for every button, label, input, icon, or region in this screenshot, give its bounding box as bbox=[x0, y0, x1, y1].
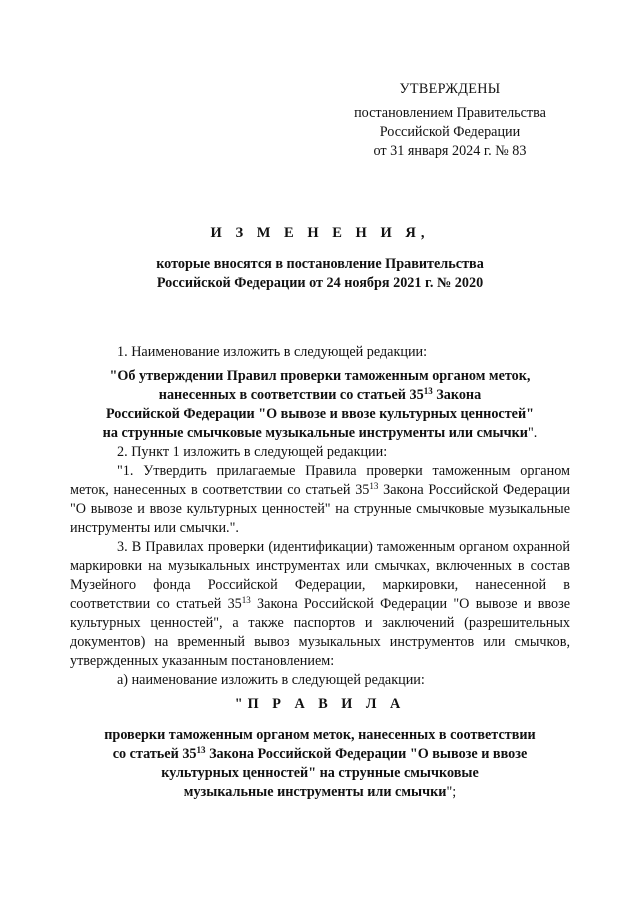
text-span: Закона Российской Федерации "О вывозе и ввозе bbox=[205, 746, 528, 762]
text-span: 3. В Правилах проверки (идентификации) таможенным органом охранной маркировки на музыкальных инструментах или смычках, включенных в состав Музейного фонда Российской Федерации, маркировки, нанесенной в соответствии со статьей 35 bbox=[70, 539, 570, 612]
quoted-line: Российской Федерации "О вывозе и ввозе культурных ценностей" bbox=[105, 406, 535, 422]
quoted-line bbox=[70, 424, 570, 443]
heading-subtitle: Российской Федерации от 24 ноября 2021 г. № 2020 bbox=[156, 275, 484, 291]
text-span: на струнные смычковые музыкальные инструменты или смычки bbox=[102, 425, 528, 441]
approval-title: УТВЕРЖДЕНЫ bbox=[399, 81, 501, 97]
quoted-line: "Об утверждении Правил проверки таможенным органом меток, bbox=[109, 368, 531, 384]
superscript: 13 bbox=[196, 745, 206, 755]
approval-date: от 31 января 2024 г. № 83 bbox=[373, 143, 527, 159]
superscript: 13 bbox=[369, 481, 379, 491]
text-span: музыкальные инструменты или смычки bbox=[183, 784, 447, 800]
approval-line: Российской Федерации bbox=[379, 124, 521, 140]
approval-stamp bbox=[330, 80, 570, 161]
closing-quote: ". bbox=[527, 425, 538, 441]
text-span: нанесенных в соответствии со статьей 35 bbox=[158, 387, 424, 403]
superscript: 13 bbox=[423, 386, 433, 396]
superscript: 13 bbox=[241, 595, 251, 605]
paragraph-1-intro: 1. Наименование изложить в следующей редакции: bbox=[117, 344, 428, 360]
quoted-line bbox=[70, 386, 570, 405]
heading-subtitle: которые вносятся в постановление Правительства bbox=[156, 256, 484, 272]
closing-quote: "; bbox=[446, 784, 457, 800]
quoted-title-block bbox=[70, 367, 570, 443]
text-span: Закона bbox=[432, 387, 482, 403]
pravila-subtitle-block bbox=[70, 726, 570, 802]
paragraph-2-intro: 2. Пункт 1 изложить в следующей редакции: bbox=[117, 444, 388, 460]
paragraph-3-text bbox=[70, 538, 570, 671]
text-span: Закона Российской Федерации "О вывозе и ввозе культурных ценностей" на струнные смычковые музыкальные инструменты или смычки.". bbox=[70, 482, 570, 536]
document-body bbox=[70, 343, 570, 802]
pravila-line bbox=[70, 745, 570, 764]
text-span: со статьей 35 bbox=[112, 746, 197, 762]
text-span: Закона Российской Федерации "О вывозе и ввозе культурных ценностей", а также паспортов и заключений (разрешительных документов) на временный вывоз музыкальных инструментов или смычков, утвержденных указанным постановлением: bbox=[70, 596, 570, 669]
pravila-line bbox=[70, 783, 570, 802]
heading-title: И З М Е Н Е Н И Я, bbox=[210, 225, 430, 241]
paragraph-2-text bbox=[70, 462, 570, 538]
pravila-line: культурных ценностей" на струнные смычковые bbox=[161, 765, 479, 781]
pravila-title: "П Р А В И Л А bbox=[234, 696, 406, 712]
paragraph-3a-intro: а) наименование изложить в следующей редакции: bbox=[117, 672, 425, 688]
approval-line: постановлением Правительства bbox=[354, 105, 546, 121]
pravila-line: проверки таможенным органом меток, нанесенных в соответствии bbox=[104, 727, 536, 743]
text-span: "1. Утвердить прилагаемые Правила проверки таможенным органом меток, нанесенных в соответствии со статьей 35 bbox=[70, 463, 570, 498]
document-heading bbox=[70, 224, 570, 293]
